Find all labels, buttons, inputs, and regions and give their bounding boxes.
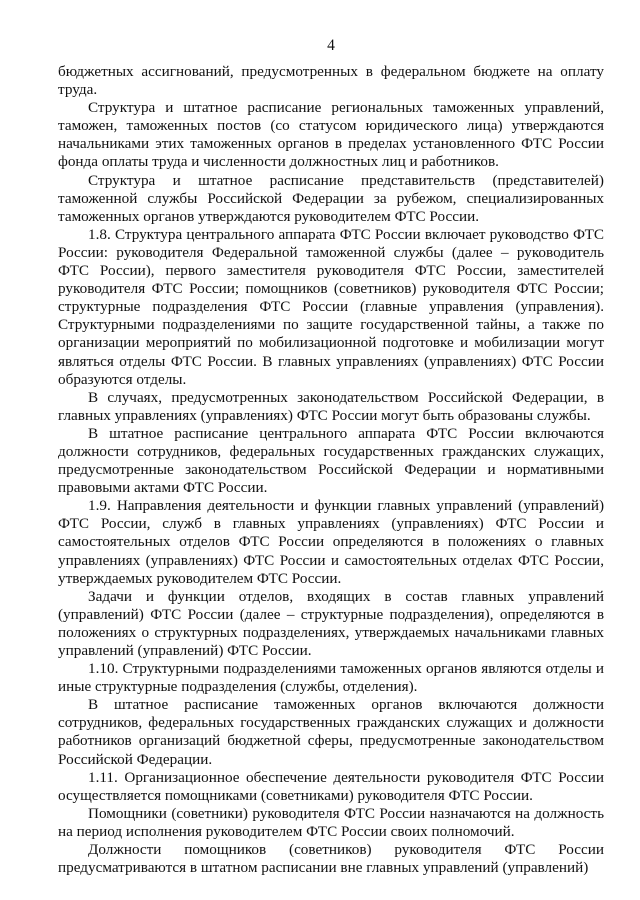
paragraph: Структура и штатное расписание региональных таможенных управлений, таможен, таможенных постов (со статусом юридического лица) утверждаются начальниками этих таможенных органов в пределах установленного ФТС России фонда оплаты труда и численности должностных лиц и работников. [58,99,604,171]
paragraph: В штатное расписание центрального аппарата ФТС России включаются должности сотрудников, федеральных государственных гражданских служащих, предусмотренные законодательством Российской Федерации и нормативными правовыми актами ФТС России. [58,424,604,497]
paragraph: Должности помощников (советников) руководителя ФТС России предусматриваются в штатном расписании вне главных управлений (управлений) [58,841,604,877]
paragraph-clause-1-9: 1.9. Направления деятельности и функции главных управлений (управлений) ФТС России, служб в главных управлениях (управлениях) ФТС России и самостоятельных отделов ФТС России определяются в положениях о главных управлениях (управлениях) ФТС России и самостоятельных отделах ФТС России, утверждаемых руководителем ФТС России. [58,497,604,587]
paragraph: Помощники (советники) руководителя ФТС России назначаются на должность на период исполнения руководителем ФТС России своих полномочий. [58,804,604,840]
paragraph-continuation: бюджетных ассигнований, предусмотренных в федеральном бюджете на оплату труда. [58,63,604,99]
paragraph: Задачи и функции отделов, входящих в состав главных управлений (управлений) ФТС России (далее – структурные подразделения), определяются в положениях о структурных подразделениях, утверждаемых начальниками главных управлений (управлений) ФТС России. [58,587,604,659]
paragraph: В случаях, предусмотренных законодательством Российской Федерации, в главных управлениях (управлениях) ФТС России могут быть образованы службы. [58,388,604,424]
paragraph-clause-1-10: 1.10. Структурными подразделениями таможенных органов являются отделы и иные структурные подразделения (службы, отделения). [58,660,604,696]
paragraph: В штатное расписание таможенных органов включаются должности сотрудников, федеральных государственных гражданских служащих и должности работников организаций бюджетной сферы, предусмотренные законодательством Российской Федерации. [58,696,604,768]
paragraph-clause-1-8: 1.8. Структура центрального аппарата ФТС России включает руководство ФТС России: руководителя Федеральной таможенной службы (далее – руководитель ФТС России), первого заместителя руководителя ФТС России, заместителей руководителя ФТС России; помощников (советников) руководителя ФТС России; структурные подразделения ФТС России (главные управления (управления). Структурными подразделениями по защите государственной тайны, а также по организации мероприятий по мобилизационной подготовке и мобилизации могут являться отделы ФТС России. В главных управлениях (управлениях) ФТС России образуются отделы. [58,225,604,388]
paragraph: Структура и штатное расписание представительств (представителей) таможенной службы Российской Федерации за рубежом, специализированных таможенных органов утверждаются руководителем ФТС России. [58,171,604,225]
page-number: 4 [327,37,335,54]
document-body [58,63,604,877]
paragraph-clause-1-11: 1.11. Организационное обеспечение деятельности руководителя ФТС России осуществляется помощниками (советниками) руководителя ФТС России. [58,768,604,804]
